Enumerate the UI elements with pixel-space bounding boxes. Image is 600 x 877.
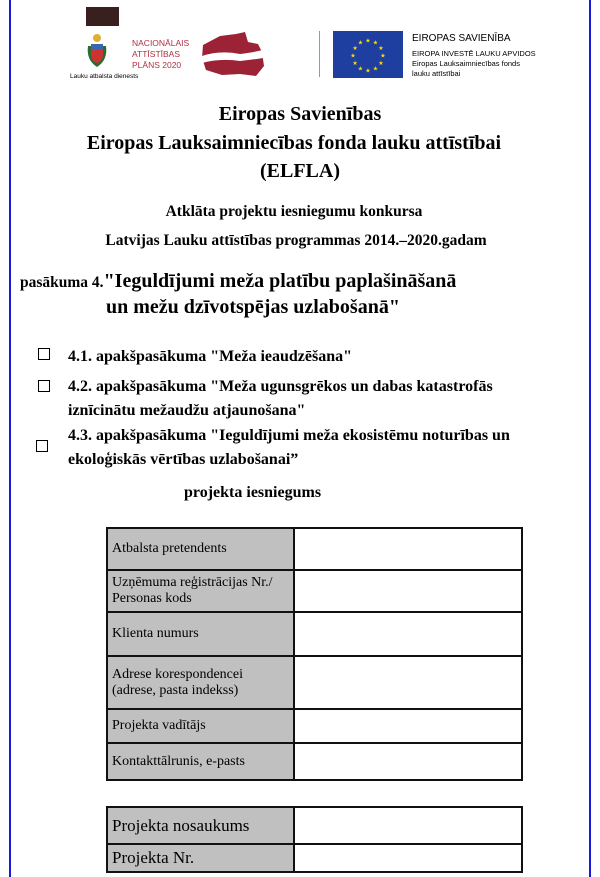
project-name-field[interactable]	[294, 807, 522, 844]
address-field[interactable]	[294, 656, 522, 709]
table-row	[107, 709, 522, 743]
contact-field[interactable]	[294, 743, 522, 780]
latvia-map-logo-icon	[200, 30, 268, 78]
submeasure-text: iznīcinātu mežaudžu atjaunošana"	[68, 402, 306, 419]
eu-star-icon: ★	[372, 40, 379, 47]
row-label: Uzņēmuma reģistrācijas Nr./ Personas kods	[107, 570, 294, 612]
nap-line: PLĀNS 2020	[132, 60, 182, 70]
table-row	[107, 528, 522, 570]
project-number-field[interactable]	[294, 844, 522, 872]
submeasure-4-3	[68, 424, 510, 472]
heading-line3: (ELFLA)	[260, 160, 340, 182]
logo-divider	[319, 31, 320, 77]
eu-star-icon: ★	[357, 40, 364, 47]
applicant-info-table	[106, 527, 523, 781]
eu-flag-icon	[333, 31, 403, 78]
table-row	[107, 570, 522, 612]
row-label: Projekta Nr.	[107, 844, 294, 872]
eu-line: lauku attīstībai	[412, 69, 461, 78]
table-row	[107, 743, 522, 780]
submeasure-text: 4.1. apakšpasākuma "Meža ieaudzēšana"	[68, 348, 353, 365]
eu-title: EIROPAS SAVIENĪBA	[412, 33, 511, 44]
measure-line2: un mežu dzīvotspējas uzlabošanā"	[106, 296, 400, 318]
latvia-coat-of-arms-icon	[83, 32, 111, 70]
table-row	[107, 844, 522, 872]
submeasure-text: ekoloģiskās vērtības uzlabošanai”	[68, 451, 299, 468]
table-row	[107, 656, 522, 709]
heading-line1: Eiropas Savienības	[218, 103, 382, 125]
nap-line: NACIONĀLAIS	[132, 38, 190, 48]
eu-star-icon: ★	[378, 46, 384, 52]
eu-star-icon: ★	[378, 61, 384, 67]
measure-prefix: pasākuma 4.	[20, 274, 104, 291]
submeasure-checkbox-4-2[interactable]	[38, 380, 50, 392]
submeasure-4-1	[68, 345, 352, 369]
subheading-1: Atklāta projektu iesniegumu konkursa	[165, 203, 423, 220]
client-number-field[interactable]	[294, 612, 522, 656]
eu-star-icon: ★	[357, 66, 364, 73]
project-info-table	[106, 806, 523, 873]
table-row	[107, 612, 522, 656]
eu-star-icon: ★	[350, 53, 356, 60]
eu-line: Eiropas Lauksaimniecības fonds	[412, 59, 520, 68]
submeasure-text: 4.2. apakšpasākuma "Meža ugunsgrēkos un dabas katastrofās	[68, 378, 493, 395]
eu-star-icon: ★	[372, 66, 379, 73]
table-row	[107, 807, 522, 844]
eu-star-icon: ★	[352, 61, 358, 67]
measure-line1: "Ieguldījumi meža platību paplašināšanā	[103, 270, 457, 292]
row-label: Atbalsta pretendents	[107, 528, 294, 570]
eu-star-icon: ★	[365, 38, 371, 45]
subheading-2: Latvijas Lauku attīstības programmas 2014.–2020.gadam	[105, 232, 487, 249]
row-label: Projekta vadītājs	[107, 709, 294, 743]
eu-star-icon: ★	[365, 68, 371, 75]
registration-number-field[interactable]	[294, 570, 522, 612]
eu-star-icon: ★	[380, 53, 386, 60]
applicant-field[interactable]	[294, 528, 522, 570]
form-title: projekta iesniegums	[184, 484, 322, 501]
row-label: Adrese korespondencei (adrese, pasta indekss)	[107, 656, 294, 709]
submeasure-4-2	[68, 375, 493, 423]
heading-line2: Eiropas Lauksaimniecības fonda lauku attīstībai	[86, 132, 502, 154]
submeasure-checkbox-4-1[interactable]	[38, 348, 50, 360]
submeasure-checkbox-4-3[interactable]	[36, 440, 48, 452]
project-manager-field[interactable]	[294, 709, 522, 743]
eu-subtitle	[412, 49, 536, 79]
dark-block	[86, 7, 119, 26]
row-label: Kontakttālrunis, e-pasts	[107, 743, 294, 780]
submeasure-text: 4.3. apakšpasākuma "Ieguldījumi meža ekosistēmu noturības un	[68, 427, 510, 444]
lad-caption: Lauku atbalsta dienests	[70, 73, 139, 80]
nap-line: ATTĪSTĪBAS	[132, 49, 181, 59]
row-label: Klienta numurs	[107, 612, 294, 656]
measure-title	[20, 270, 456, 293]
eu-star-icon: ★	[352, 46, 358, 52]
row-label: Projekta nosaukums	[107, 807, 294, 844]
eu-line: EIROPA INVESTĒ LAUKU APVIDOS	[412, 49, 536, 58]
nap-logo-text	[132, 38, 189, 71]
